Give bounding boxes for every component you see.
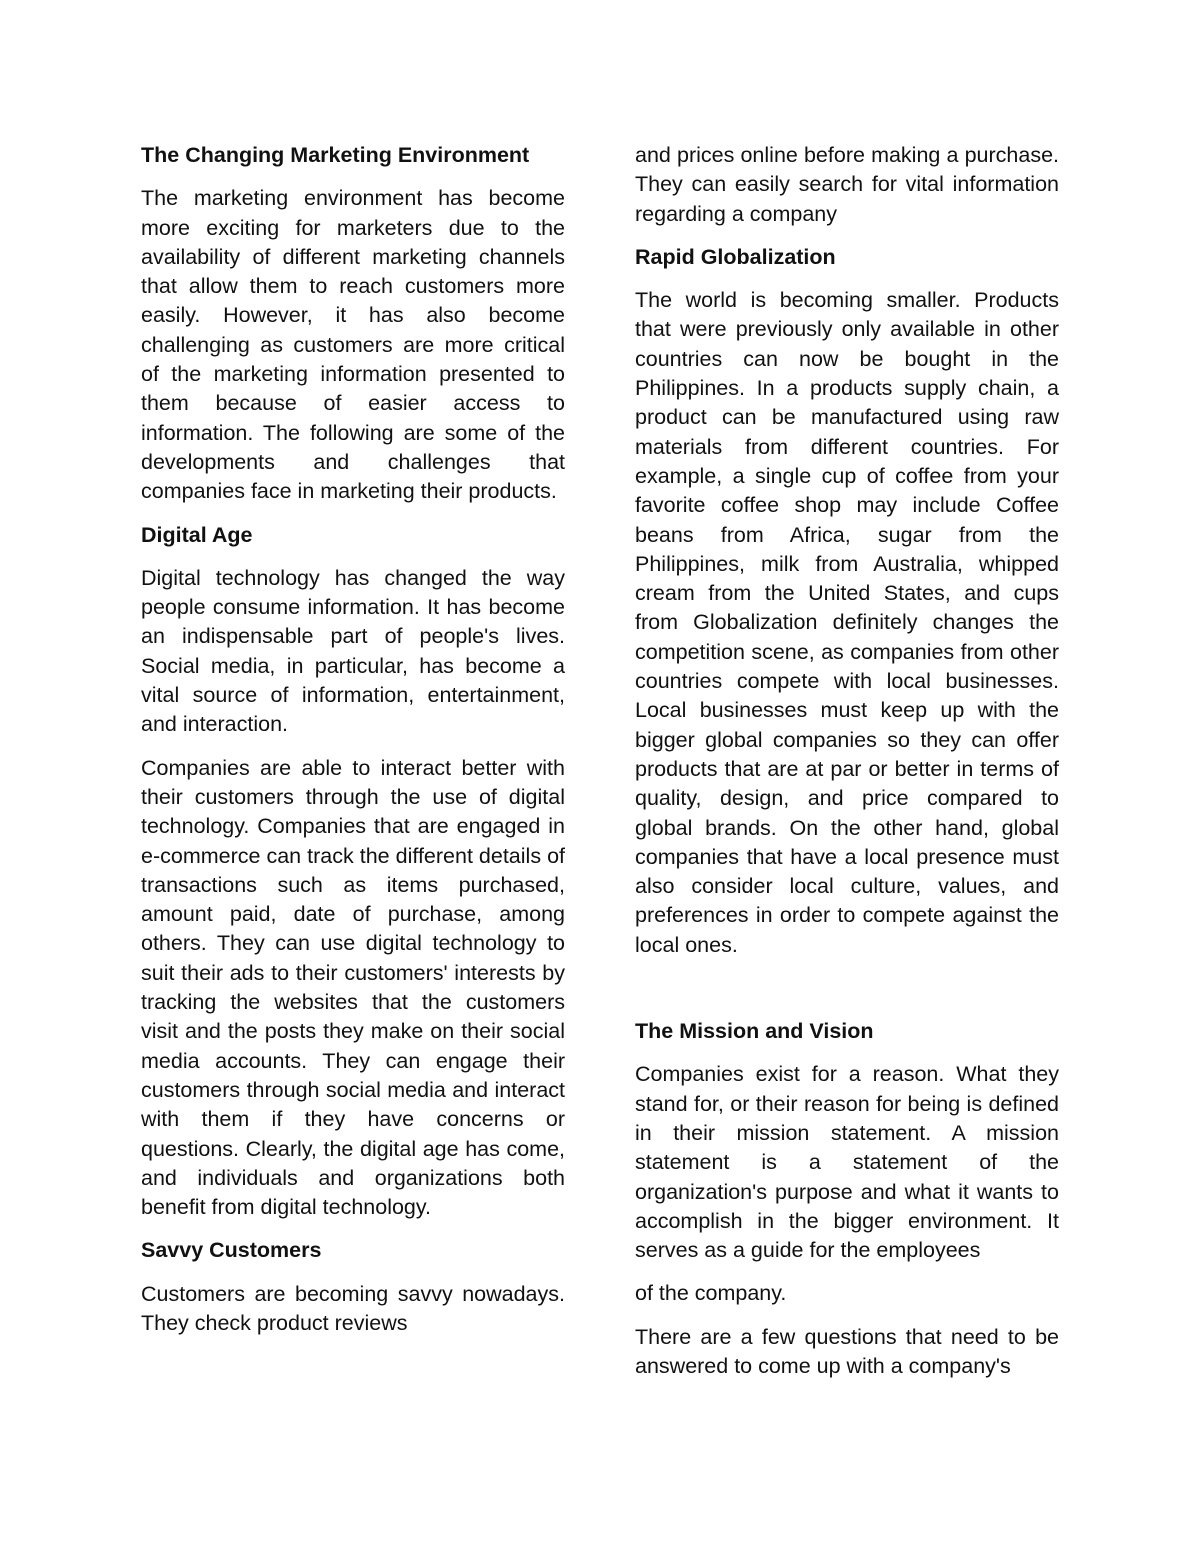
- paragraph-intro: The marketing environment has become more exciting for marketers due to the availability of different marketing channels that allow them to reach customers more easily. However, it has also become challenging as customers are more critical of the marketing information presented to them because of easier access to information. The following are some of the developments and challenges that companies face in marketing their products.: [141, 186, 565, 504]
- paragraph-digital-1: Digital technology has changed the way people consume information. It has become an indispensable part of people's lives. Social media, in particular, has become a vital source of information, entertainment, and interaction.: [141, 565, 565, 737]
- paragraph-mission-1: Companies exist for a reason. What they stand for, or their reason for being is defined in their mission statement. A mission statement is a statement of the organization's purpose and what it wants to accomplish in the bigger environment. It serves as a guide for the employees: [635, 1062, 1059, 1263]
- paragraph-globalization: The world is becoming smaller. Products that were previously only available in other countries can now be bought in the Philippines. In a products supply chain, a product can be manufactured using raw materials from different countries. For example, a single cup of coffee from your favorite coffee shop may include Coffee beans from Africa, sugar from the Philippines, milk from Australia, whipped cream from the United States, and cups from Globalization definitely changes the competition scene, as companies from other countries compete with local businesses. Local businesses must keep up with the bigger global companies so they can offer products that are at par or better in terms of quality, design, and price compared to global brands. On the other hand, global companies that have a local presence must also consider local culture, values, and preferences in order to compete against the local ones.: [635, 288, 1059, 957]
- paragraph-savvy-1: Customers are becoming savvy nowadays. They check product reviews: [141, 1281, 565, 1335]
- section-spacer: [635, 974, 1059, 1017]
- paragraph-digital-2: Companies are able to interact better with their customers through the use of digital technology. Companies that are engaged in e-commerce can track the different details of transactions such as items purchased, amount paid, date of purchase, among others. They can use digital technology to suit their ads to their customers' interests by tracking the websites that the customers visit and the posts they make on their social media accounts. They can engage their customers through social media and interact with them if they have concerns or questions. Clearly, the digital age has come, and individuals and organizations both benefit from digital technology.: [141, 755, 565, 1220]
- paragraph-savvy-continued: and prices online before making a purchase. They can easily search for vital information regarding a company: [635, 143, 1059, 226]
- paragraph-mission-2: of the company.: [635, 1281, 787, 1306]
- section-heading-digital-age: Digital Age: [141, 522, 253, 547]
- section-heading-changing-marketing: The Changing Marketing Environment: [141, 143, 530, 167]
- section-heading-mission-vision: The Mission and Vision: [635, 1019, 874, 1044]
- section-heading-savvy-customers: Savvy Customers: [141, 1238, 322, 1263]
- section-heading-rapid-globalization: Rapid Globalization: [635, 244, 836, 269]
- left-column: [141, 141, 565, 1352]
- right-column: [635, 141, 1059, 1395]
- paragraph-mission-3: There are a few questions that need to be answered to come up with a company's: [635, 1324, 1059, 1378]
